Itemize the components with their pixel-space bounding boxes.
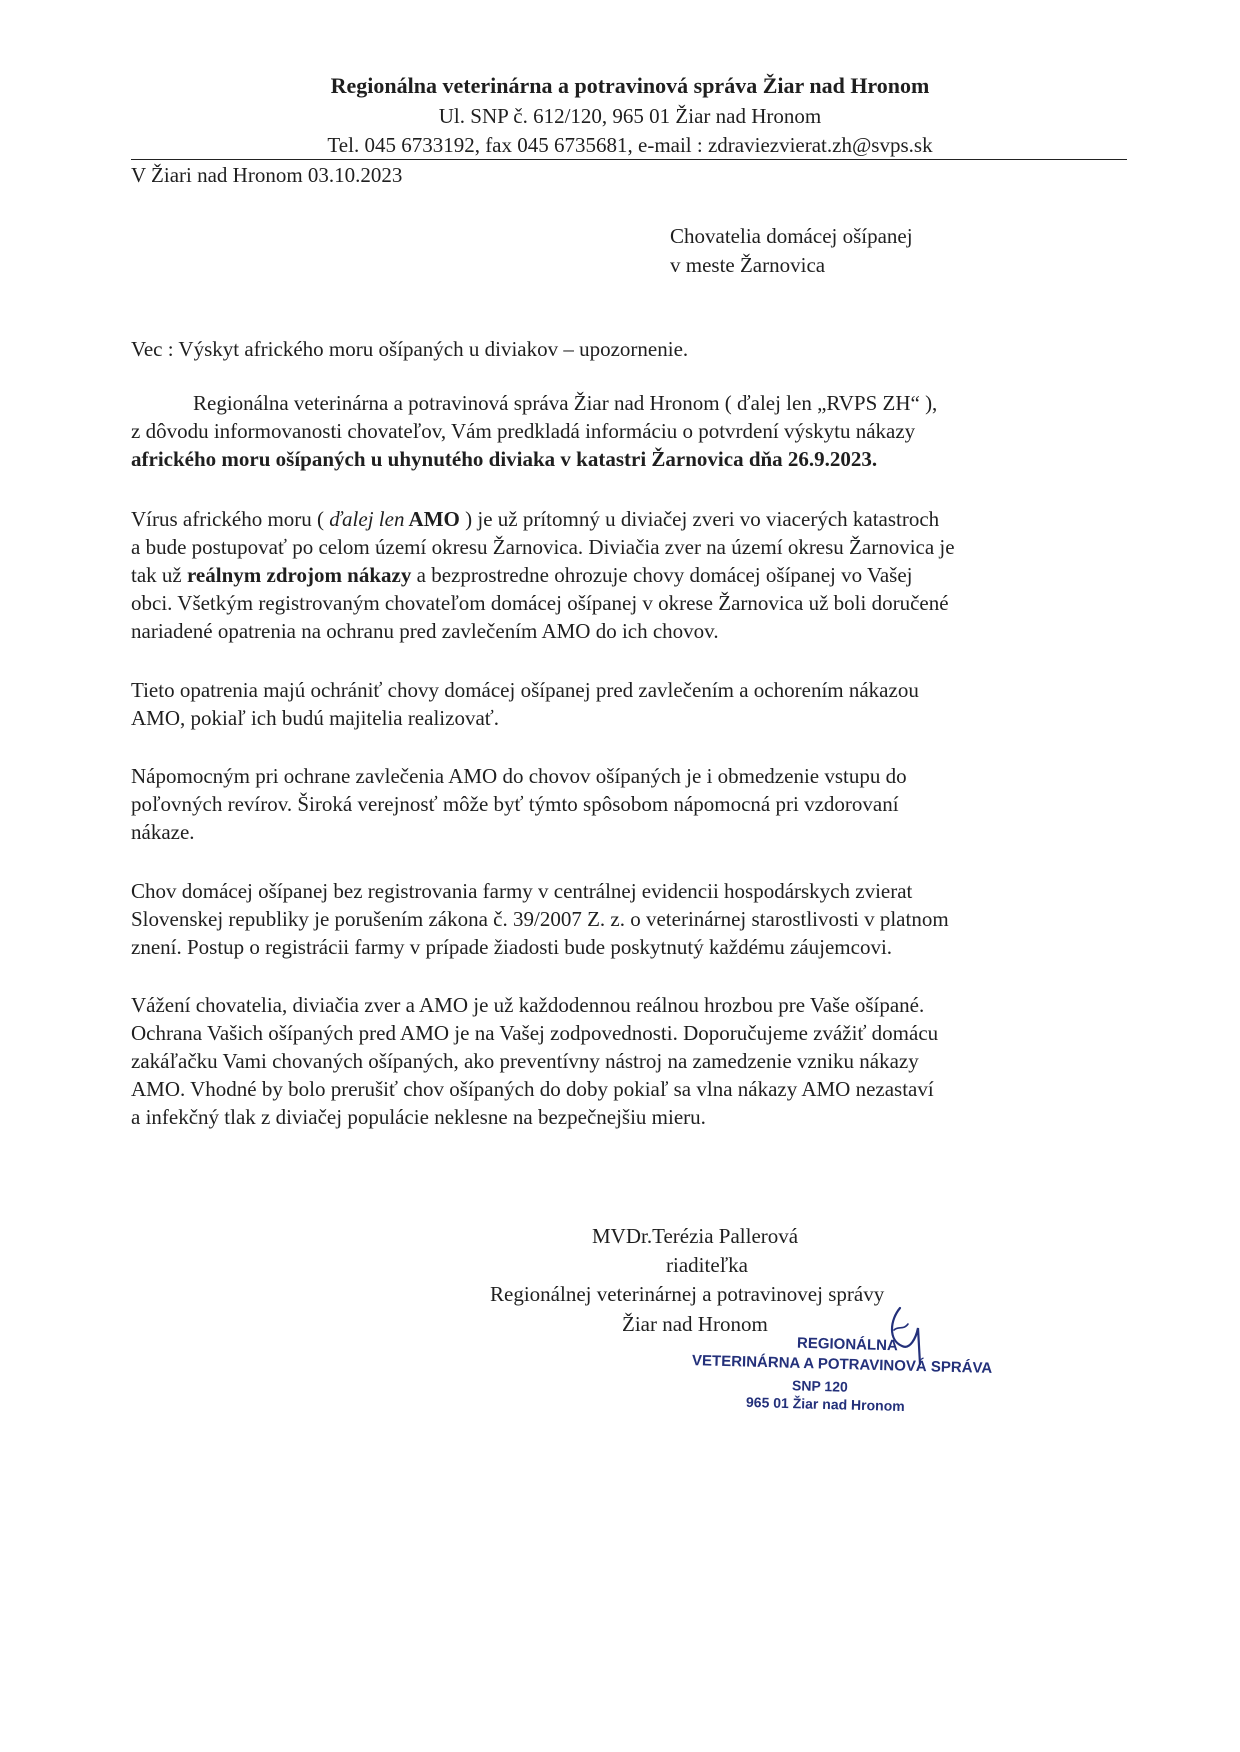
text-line: obci. Všetkým registrovaným chovateľom domácej ošípanej v okrese Žarnovica už boli doručené [131, 591, 949, 615]
stamp-text: SNP 120 [791, 1377, 848, 1395]
paragraph-3 [131, 676, 1121, 732]
bold-text: reálnym zdrojom nákazy [186, 563, 412, 587]
paragraph-5 [131, 877, 1121, 961]
signatory-city: Žiar nad Hronom [622, 1312, 768, 1336]
text-line: Nápomocným pri ochrane zavlečenia AMO do chovov ošípaných je i obmedzenie vstupu do [131, 764, 907, 788]
text-line: Chov domácej ošípanej bez registrovania farmy v centrálnej evidencii hospodárskych zvierat [131, 879, 913, 903]
text-line: a infekčný tlak z diviačej populácie neklesne na bezpečnejšiu mieru. [131, 1105, 706, 1129]
text-line: Ochrana Vašich ošípaných pred AMO je na Vašej zodpovednosti. Doporučujeme zvážiť domácu [131, 1021, 939, 1045]
stamp-text: 965 01 Žiar nad Hronom [745, 1393, 905, 1415]
text-line: zakáľačku Vami chovaných ošípaných, ako preventívny nástroj na zamedzenie vzniku nákazy [131, 1049, 919, 1073]
text-run: Vírus afrického moru ( [131, 507, 330, 531]
italic-text: ďalej len [329, 507, 405, 531]
stamp-text: REGIONÁLNA [796, 1334, 899, 1355]
text-line: AMO. Vhodné by bolo prerušiť chov ošípaných do doby pokiaľ sa vlna nákazy AMO nezastaví [131, 1077, 934, 1101]
place-and-date: V Žiari nad Hronom 03.10.2023 [131, 163, 403, 187]
text-line: poľovných revírov. Široká verejnosť môže byť týmto spôsobom nápomocná pri vzdorovaní [131, 792, 899, 816]
text-line: Slovenskej republiky je porušením zákona č. 39/2007 Z. z. o veterinárnej starostlivosti v platnom [131, 907, 949, 931]
recipient-block [670, 222, 913, 280]
recipient-line: Chovatelia domácej ošípanej [670, 224, 913, 248]
text-line: nákaze. [131, 820, 195, 844]
text-line: Regionálna veterinárna a potravinová správa Žiar nad Hronom ( ďalej len „RVPS ZH“ ), [193, 391, 938, 415]
header-address: Ul. SNP č. 612/120, 965 01 Žiar nad Hronom [438, 104, 822, 128]
text-line: znení. Postup o registrácii farmy v prípade žiadosti bude poskytnutý každému záujemcovi. [131, 935, 893, 959]
text-line: nariadené opatrenia na ochranu pred zavlečením AMO do ich chovov. [131, 619, 719, 643]
text-line: Vážení chovatelia, diviačia zver a AMO je už každodennou reálnou hrozbou pre Vaše ošípané. [131, 993, 925, 1017]
bold-text: afrického moru ošípaných u uhynutého diviaka v katastri Žarnovica dňa 26.9.2023. [131, 447, 878, 471]
recipient-line: v meste Žarnovica [670, 253, 826, 277]
text-line: a bude postupovať po celom území okresu Žarnovica. Diviačia zver na území okresu Žarnovica je [131, 535, 955, 559]
signatory-title: riaditeľka [666, 1253, 748, 1277]
text-line: z dôvodu informovanosti chovateľov, Vám predkladá informáciu o potvrdení výskytu nákazy [131, 419, 916, 443]
text-run: tak už [131, 563, 187, 587]
text-line: Tieto opatrenia majú ochrániť chovy domácej ošípanej pred zavlečením a ochorením nákazou [131, 678, 919, 702]
bold-text: AMO [404, 507, 460, 531]
header-divider [131, 159, 1127, 160]
paragraph-6 [131, 991, 1121, 1131]
text-line: AMO, pokiaľ ich budú majitelia realizovať. [131, 706, 499, 730]
signatory-name: MVDr.Terézia Pallerová [592, 1224, 799, 1248]
header-contact: Tel. 045 6733192, fax 045 6735681, e-mail : zdraviezvierat.zh@svps.sk [327, 133, 933, 157]
official-stamp [680, 1334, 993, 1426]
paragraph-2 [131, 505, 1121, 645]
paragraph-4 [131, 762, 1121, 846]
stamp-text: VETERINÁRNA A POTRAVINOVÁ SPRÁVA [691, 1352, 993, 1377]
signatory-organization: Regionálnej veterinárnej a potravinovej správy [490, 1282, 885, 1306]
header-organization: Regionálna veterinárna a potravinová správa Žiar nad Hronom [330, 73, 930, 98]
paragraph-1 [131, 389, 1121, 473]
text-run: a bezprostredne ohrozuje chovy domácej ošípanej vo Vašej [411, 563, 913, 587]
text-run: ) je už prítomný u diviačej zveri vo viacerých katastroch [459, 507, 940, 531]
subject-line: Vec : Výskyt afrického moru ošípaných u diviakov – upozornenie. [131, 337, 689, 361]
